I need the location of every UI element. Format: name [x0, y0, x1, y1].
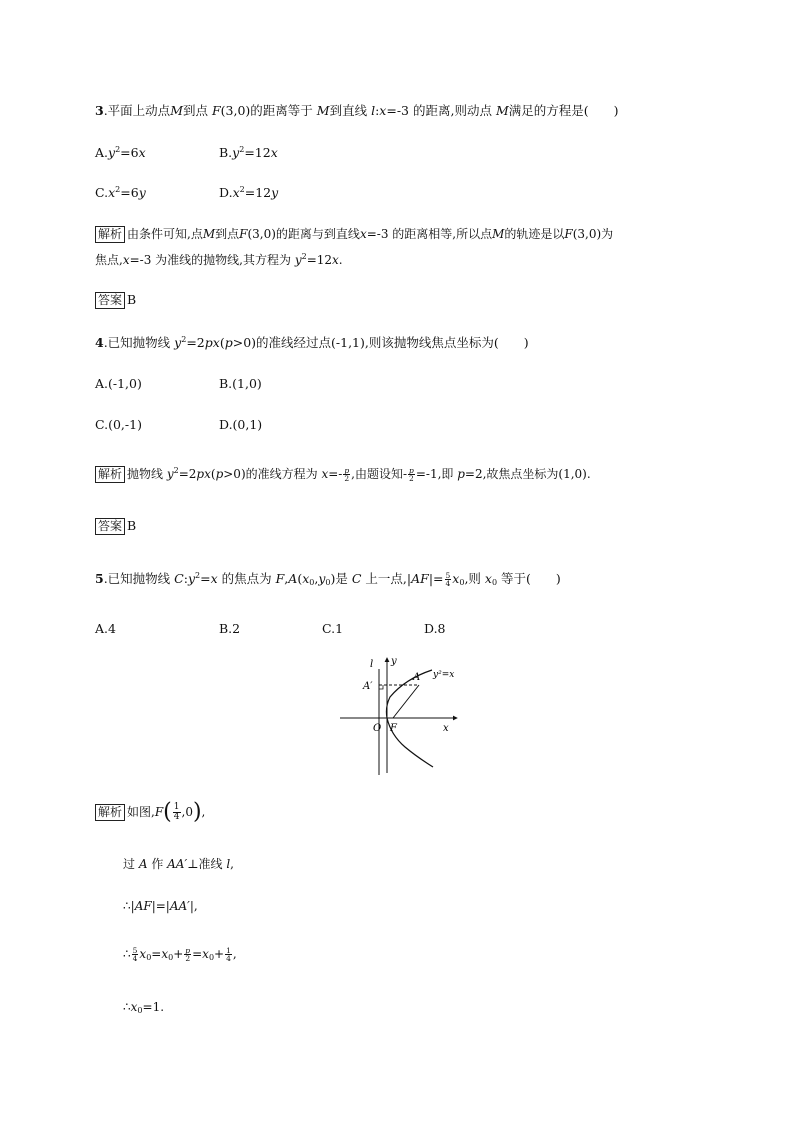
- q4-answer: [95, 517, 136, 535]
- q4-answer-tag: 答案: [95, 518, 125, 535]
- q5-step3: ∴ $\frac{5}{4}$ $x_0=x_0+$ $\frac{p}{2}$ $=x_0+$ $\frac{1}{4}$ ,: [123, 946, 237, 963]
- q4-analysis-tag: 解析: [95, 466, 125, 483]
- q5-step4: $\therefore x_0=1$.: [123, 1000, 165, 1015]
- label-O: O: [373, 723, 382, 734]
- q5-option-d: D.8: [424, 621, 446, 636]
- label-A-prime: A′: [363, 681, 373, 692]
- q4-number: 4: [95, 335, 104, 350]
- q3-answer-tag: 答案: [95, 292, 125, 309]
- q3-answer: [95, 291, 136, 309]
- label-l: l: [370, 659, 374, 670]
- label-x: x: [443, 723, 449, 734]
- q5-option-b: B.2: [219, 621, 241, 636]
- q4-option-b: B.(1,0): [219, 376, 262, 391]
- q3-analysis-line1: 解析 由条件可知,点M到点F(3,0)的距离与到直线x=-3 的距离相等,所以点M的轨迹是以F(3,0)为: [95, 225, 613, 243]
- q5-analysis-tag: 解析: [95, 804, 125, 821]
- q4-option-a: A.(-1,0): [95, 376, 142, 391]
- q4-option-d: D.(0,1): [219, 417, 263, 432]
- q3-option-a: $A.y^2=6x$: [95, 145, 146, 160]
- label-equation: y²=x: [433, 670, 455, 680]
- one-fourth-fraction: $\frac{1}{4}$: [173, 802, 180, 822]
- label-A: A: [413, 672, 421, 683]
- q3-answer-value: B: [127, 292, 137, 307]
- q3-number: 3: [95, 103, 104, 118]
- q3-analysis-line2: 焦点,x=-3 为准线的抛物线,其方程为 $y^2=12x$.: [95, 252, 343, 267]
- q4-analysis: 解析 抛物线 $y^2=2px(p>0)$的准线方程为 x=- $\frac{p}{2}$ ,由题设知- $\frac{p}{2}$ =-1,即 p=2,故焦点坐标为(1,0).: [95, 465, 591, 483]
- q5-analysis: 解析 如图,F( $\frac{1}{4}$ ,0),: [95, 803, 205, 822]
- q3-option-d: $D.x^2=12y$: [219, 185, 279, 200]
- q5-step2: ∴|AF|=|AA′|,: [123, 899, 198, 913]
- p-over-2-fraction: $\frac{p}{2}$: [344, 466, 350, 483]
- q5-stem: 5.已知抛物线 $C:y^2=x$ 的焦点为 $F,A(x_0,y_0)$是 C 上一点,|AF|= $\frac{5}{4}$ $x_0$,则 $x_0$ 等于( ): [95, 571, 561, 588]
- q3-stem: 3.平面上动点M到点 F(3,0)的距离等于 M到直线 l:x=-3 的距离,则动点 M满足的方程是( ): [95, 103, 619, 118]
- label-F: F: [390, 723, 397, 734]
- q3-analysis-tag: 解析: [95, 226, 125, 243]
- q5-number: 5: [95, 571, 104, 586]
- q4-answer-value: B: [127, 518, 137, 533]
- q3-option-c: $C.x^2=6y$: [95, 185, 146, 200]
- q3-option-b: $B.y^2=12x$: [219, 145, 278, 160]
- q4-stem: 4.已知抛物线 $y^2=2px(p>0)$的准线经过点(-1,1),则该抛物线焦点坐标为( ): [95, 335, 529, 350]
- label-y: y: [391, 656, 397, 667]
- q5-step1: 过 A 作 AA′⊥准线 l,: [123, 857, 234, 871]
- q5-option-a: A.4: [95, 621, 116, 636]
- q4-option-c: C.(0,-1): [95, 417, 142, 432]
- parabola-figure: [335, 655, 465, 775]
- q5-option-c: C.1: [322, 621, 344, 636]
- five-fourths-fraction: $\frac{5}{4}$: [445, 571, 451, 588]
